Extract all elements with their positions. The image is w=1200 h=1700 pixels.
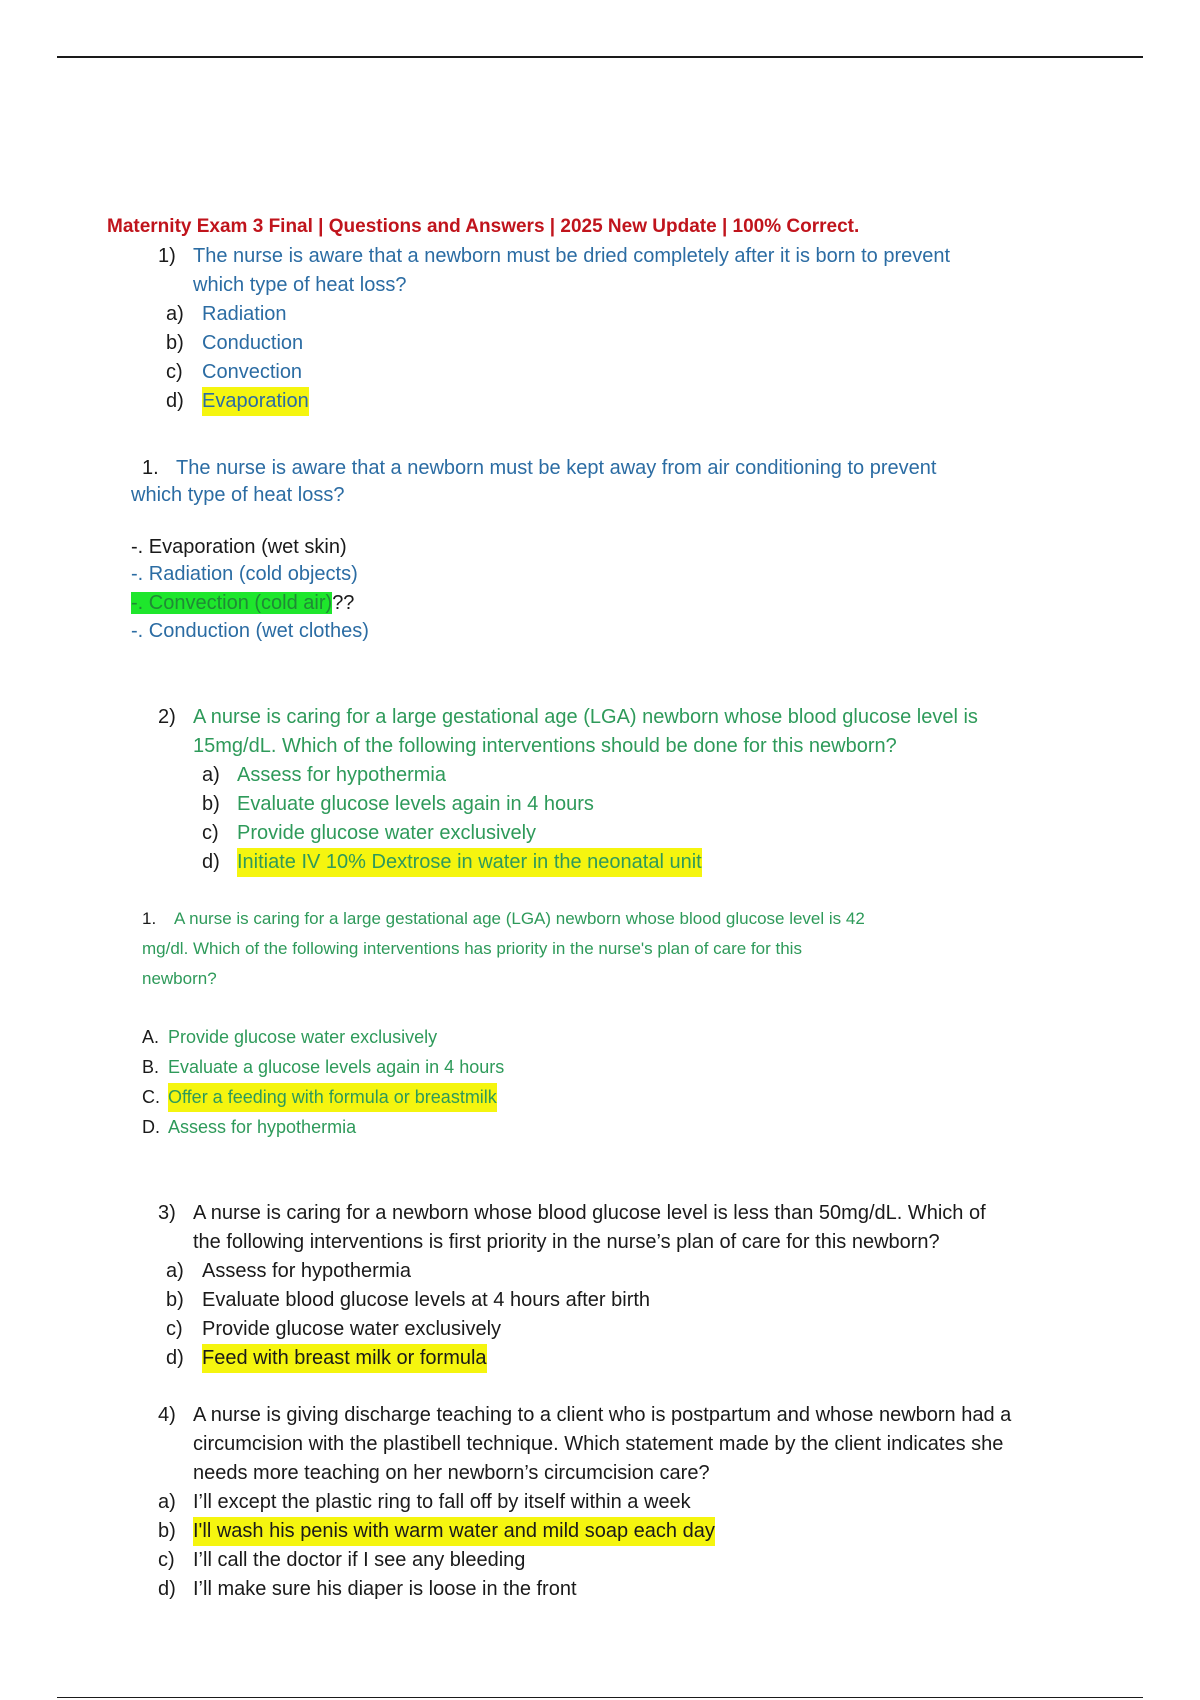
correct-answer-highlight: I'll wash his penis with warm water and mild soap each day	[193, 1517, 715, 1546]
option-label: b)	[166, 1289, 184, 1311]
option-text: Assess for hypothermia	[202, 1260, 411, 1282]
correct-answer-highlight: -. Convection (cold air)	[131, 592, 333, 614]
option-text: Evaluate glucose levels again in 4 hours	[237, 793, 594, 815]
option-label: C.	[142, 1087, 160, 1107]
option-label: c)	[158, 1549, 175, 1571]
document-title: Maternity Exam 3 Final | Questions and Answers | 2025 New Update | 100% Correct.	[107, 216, 860, 237]
question-text-line: A nurse is caring for a newborn whose blood glucose level is less than 50mg/dL. Which of	[193, 1202, 986, 1224]
question-text-line: newborn?	[142, 969, 217, 988]
correct-answer-highlight: Feed with breast milk or formula	[202, 1344, 487, 1373]
option-text: Convection	[202, 361, 303, 383]
question-text-line: circumcision with the plastibell technique. Which statement made by the client indicates she	[193, 1433, 1004, 1455]
question-text-line: the following interventions is first priority in the nurse’s plan of care for this newborn?	[193, 1231, 940, 1253]
question-text-line: which type of heat loss?	[131, 484, 345, 506]
option-label: b)	[158, 1520, 176, 1542]
option-label: d)	[158, 1578, 176, 1600]
question-text-line: The nurse is aware that a newborn must be kept away from air conditioning to prevent	[176, 457, 937, 479]
question-number: 3)	[158, 1202, 176, 1224]
option-label: a)	[158, 1491, 176, 1513]
correct-answer-highlight: Offer a feeding with formula or breastmilk	[168, 1083, 497, 1112]
bottom-rule	[57, 1697, 1143, 1698]
question-text-line: A nurse is caring for a large gestational age (LGA) newborn whose blood glucose level is 42	[174, 909, 865, 928]
option-text: -. Evaporation (wet skin)	[131, 536, 347, 558]
option-label: d)	[166, 1347, 184, 1369]
option-text: Evaluate blood glucose levels at 4 hours after birth	[202, 1289, 651, 1311]
option-text: -. Conduction (wet clothes)	[131, 620, 369, 642]
option-label: D.	[142, 1117, 160, 1137]
option-label: a)	[166, 303, 184, 325]
uncertain-marker: ??	[332, 592, 355, 614]
option-text: Assess for hypothermia	[168, 1117, 357, 1137]
question-text-line: 15mg/dL. Which of the following interventions should be done for this newborn?	[193, 735, 897, 757]
option-label: c)	[202, 822, 219, 844]
correct-answer-highlight: Initiate IV 10% Dextrose in water in the neonatal unit	[237, 848, 702, 877]
option-label: c)	[166, 361, 183, 383]
option-label: d)	[202, 851, 220, 873]
question-text-line: The nurse is aware that a newborn must be dried completely after it is born to prevent	[193, 245, 951, 267]
option-text: Assess for hypothermia	[237, 764, 446, 786]
option-label: A.	[142, 1027, 160, 1047]
question-number: 1.	[142, 457, 159, 479]
option-label: b)	[166, 332, 184, 354]
option-text: I’ll call the doctor if I see any bleeding	[193, 1549, 526, 1571]
correct-answer-highlight: Evaporation	[202, 387, 309, 416]
question-number: 1)	[158, 245, 176, 267]
question-text-line: mg/dl. Which of the following interventions has priority in the nurse's plan of care for this	[142, 939, 802, 958]
option-text: Conduction	[202, 332, 304, 354]
option-label: a)	[202, 764, 220, 786]
question-text-line: which type of heat loss?	[193, 274, 407, 296]
option-text: Evaluate a glucose levels again in 4 hours	[168, 1057, 505, 1077]
question-text-line: A nurse is giving discharge teaching to a client who is postpartum and whose newborn had a	[193, 1404, 1012, 1426]
option-label: b)	[202, 793, 220, 815]
question-number: 1.	[142, 909, 157, 928]
option-label: a)	[166, 1260, 184, 1282]
question-text-line: needs more teaching on her newborn’s circumcision care?	[193, 1462, 710, 1484]
option-text: -. Radiation (cold objects)	[131, 563, 358, 585]
option-text: Radiation	[202, 303, 287, 325]
option-text: Provide glucose water exclusively	[202, 1318, 502, 1340]
option-label: c)	[166, 1318, 183, 1340]
option-label: d)	[166, 390, 184, 412]
top-rule	[57, 56, 1143, 58]
question-text-line: A nurse is caring for a large gestational age (LGA) newborn whose blood glucose level is	[193, 706, 978, 728]
option-label: B.	[142, 1057, 160, 1077]
option-text: Provide glucose water exclusively	[168, 1027, 438, 1047]
question-number: 2)	[158, 706, 176, 728]
option-text: Provide glucose water exclusively	[237, 822, 537, 844]
question-number: 4)	[158, 1404, 176, 1426]
option-text: I’ll make sure his diaper is loose in the front	[193, 1578, 577, 1600]
correct-answer-line	[131, 589, 354, 618]
option-text: I’ll except the plastic ring to fall off by itself within a week	[193, 1491, 691, 1513]
